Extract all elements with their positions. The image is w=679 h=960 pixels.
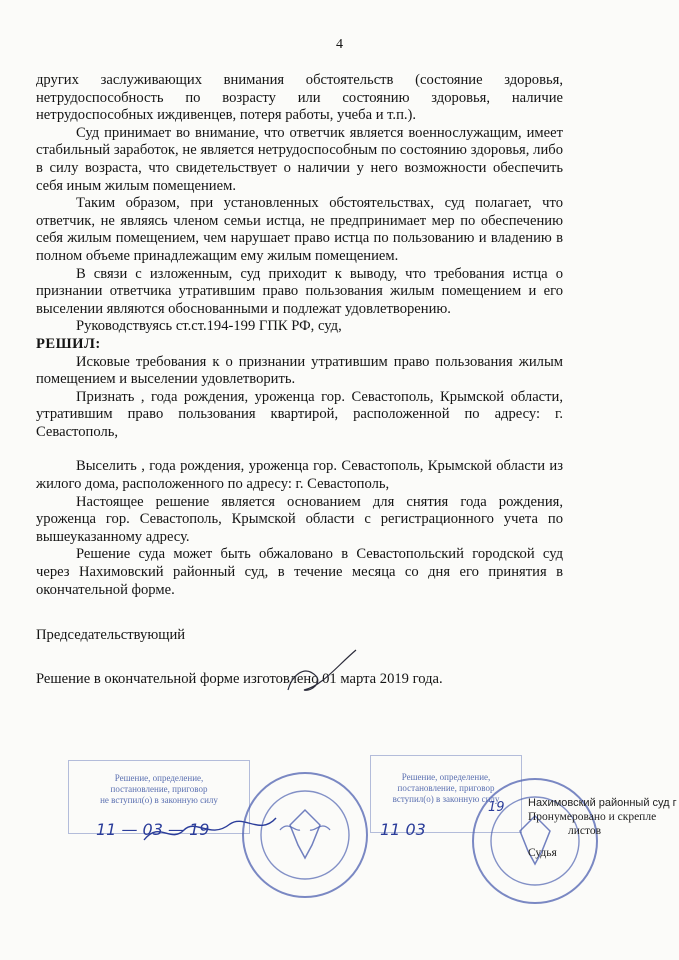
paragraph-8: Выселить , года рождения, уроженца гор. Севастополь, Крымской области из жилого дома, расположенного по адресу: г. Севастополь,	[36, 458, 563, 493]
court-binding-label: Нахимовский районный суд г Пронумеровано и скрепле листов Судья	[528, 797, 677, 859]
paragraph-1: других заслуживающих внимания обстоятельств (состояние здоровья, нетрудоспособность по возрасту или состоянию здоровья, наличие нетрудоспособных иждивенцев, потеря работы, учеба и т.п.).	[36, 72, 563, 124]
paragraph-4: В связи с изложенным, суд приходит к выводу, что требования истца о признании ответчика утратившим право пользования жилым помещением и его выселении являются обоснованными и подлежат удовлетворению.	[36, 265, 563, 317]
decision-heading: РЕШИЛ:	[36, 335, 101, 352]
document-body	[36, 72, 563, 688]
paragraph-7: Признать , года рождения, уроженца гор. Севастополь, Крымской области, утратившим право пользования квартирой, расположенной по адресу: г. Севастополь,	[36, 388, 563, 440]
paragraph-5: Руководствуясь ст.ст.194-199 ГПК РФ, суд,	[76, 318, 342, 335]
handwritten-year-right: 19	[488, 800, 505, 815]
paragraph-10: Решение суда может быть обжаловано в Севастопольский городской суд через Нахимовский районный суд, в течение месяца со дня его принятия в окончательной форме.	[36, 546, 563, 598]
handwritten-date-right: 11 03	[380, 820, 426, 839]
final-form-note: Решение в окончательной форме изготовлено 01 марта 2019 года.	[36, 670, 443, 687]
legal-force-stamp-right: Решение, определение, постановление, приговор вступил(о) в законную силу	[370, 755, 522, 833]
handwritten-date-left: 11 — 03 — 19	[96, 820, 210, 839]
presiding-judge-label: Председательствующий	[36, 627, 186, 644]
paragraph-3: Таким образом, при установленных обстоятельствах, суд полагает, что ответчик, не являясь членом семьи истца, не предпринимает мер по обеспечению себя жилым помещением, чем нарушает право истца по пользованию и владению в полном объеме принадлежащим ему жилым помещением.	[36, 195, 563, 264]
stamps-area	[0, 750, 679, 960]
paragraph-6: Исковые требования к о признании утратившим право пользования жилым помещением и выселении удовлетворить.	[36, 353, 563, 388]
legal-force-stamp-left: Решение, определение, постановление, приговор не вступил(о) в законную силу	[68, 760, 250, 834]
paragraph-9: Настоящее решение является основанием для снятия года рождения, уроженца гор. Севастополь, Крымской области с регистрационного учета по вышеуказанному адресу.	[36, 493, 563, 545]
paragraph-2: Суд принимает во внимание, что ответчик является военнослужащим, имеет стабильный заработок, не является нетрудоспособным по состоянию здоровья, либо в силу возраста, что свидетельствует о наличии у него возможности обеспечить себя иным жилым помещением.	[36, 124, 563, 194]
page-number: 4	[336, 37, 343, 52]
judge-signature	[282, 646, 362, 698]
handwritten-signature-left	[140, 810, 280, 850]
